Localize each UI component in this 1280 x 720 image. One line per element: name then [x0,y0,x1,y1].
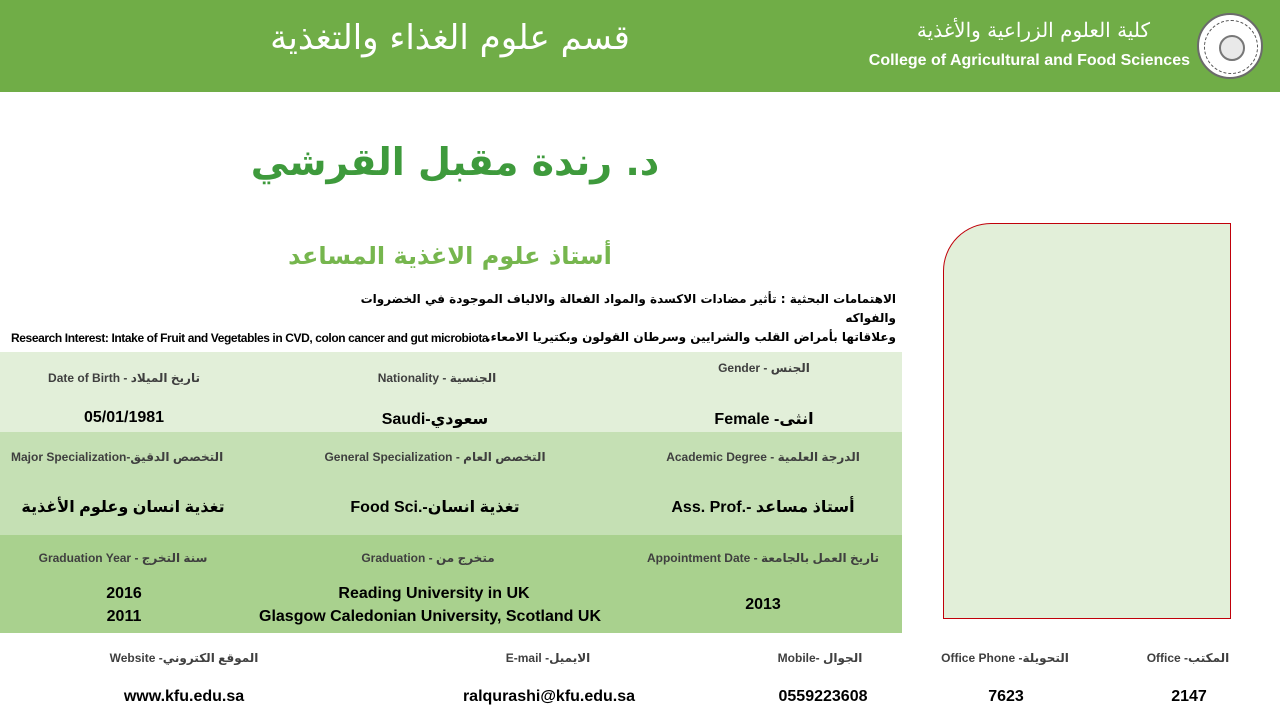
appointment-date-label: Appointment Date - تاريخ العمل بالجامعة [646,551,880,565]
general-specialization-value: Food Sci.-تغذية انسان [350,499,520,516]
website-label: Website -الموقع الكتروني [109,651,259,665]
research-interest-en: Research Interest: Intake of Fruit and Vegetables in CVD, colon cancer and gut microbiota [11,331,489,345]
email-label: E-mail -الايميل [505,651,591,665]
major-specialization-label: Major Specialization-التخصص الدقيق [11,450,224,464]
email-link[interactable]: ralqurashi@kfu.edu.sa [462,688,636,705]
info-band-personal [0,352,902,432]
college-name-en: College of Agricultural and Food Sciences [868,52,1190,69]
info-band-graduation [0,535,902,633]
nationality-value: Saudi-سعودي [381,411,489,428]
college-name-ar: كلية العلوم الزراعية والأغذية [916,18,1150,42]
office-phone-label: Office Phone -التحويلة [941,651,1069,665]
appointment-date-value: 2013 [745,596,781,613]
office-label: Office -المكتب [1146,651,1230,665]
gender-label: Gender - الجنس [718,361,810,375]
nationality-label: Nationality - الجنسية [377,371,497,385]
research-interest-ar-line2: وعلاقاتها بأمراض القلب والشرايين وسرطان القولون وبكتيريا الامعاء. [486,330,896,344]
photo-placeholder [943,223,1231,619]
faculty-rank: أستاذ علوم الاغذية المساعد [288,242,612,270]
academic-degree-value: Ass. Prof.- أستاذ مساعد [671,499,855,516]
header-bar [0,0,1280,92]
website-link[interactable]: www.kfu.edu.sa [123,688,245,705]
general-specialization-label: General Specialization - التخصص العام [324,450,546,464]
graduation-year-label: Graduation Year - سنة التخرج [38,551,208,565]
dob-label: Date of Birth - تاريخ الميلاد [48,371,200,385]
dob-value: 05/01/1981 [83,409,165,426]
mobile-label: Mobile- الجوال [777,651,863,665]
graduation-year-1: 2016 [106,585,142,602]
faculty-name: د. رندة مقبل القرشي [250,140,660,184]
graduation-label: Graduation - متخرج من [361,551,495,565]
graduation-institution-1: Reading University in UK [338,585,530,602]
department-title: قسم علوم الغذاء والتغذية [270,18,630,58]
major-specialization-value: تغذية انسان وعلوم الأغذية [21,499,225,516]
graduation-year-2: 2011 [106,608,142,625]
office-phone-value: 7623 [988,688,1024,705]
gender-value: Female -انثى [714,411,814,428]
university-seal-icon [1197,13,1263,79]
graduation-institution-2: Glasgow Caledonian University, Scotland UK [259,608,601,625]
info-band-academic [0,432,902,535]
academic-degree-label: Academic Degree - الدرجة العلمية [666,450,860,464]
mobile-value: 0559223608 [778,688,868,705]
research-interest-ar-line1: الاهتمامات البحثية : تأثير مضادات الاكسدة والمواد الفعالة والالياف الموجودة في الخضروات والفواكه [360,292,896,325]
office-value: 2147 [1171,688,1207,705]
